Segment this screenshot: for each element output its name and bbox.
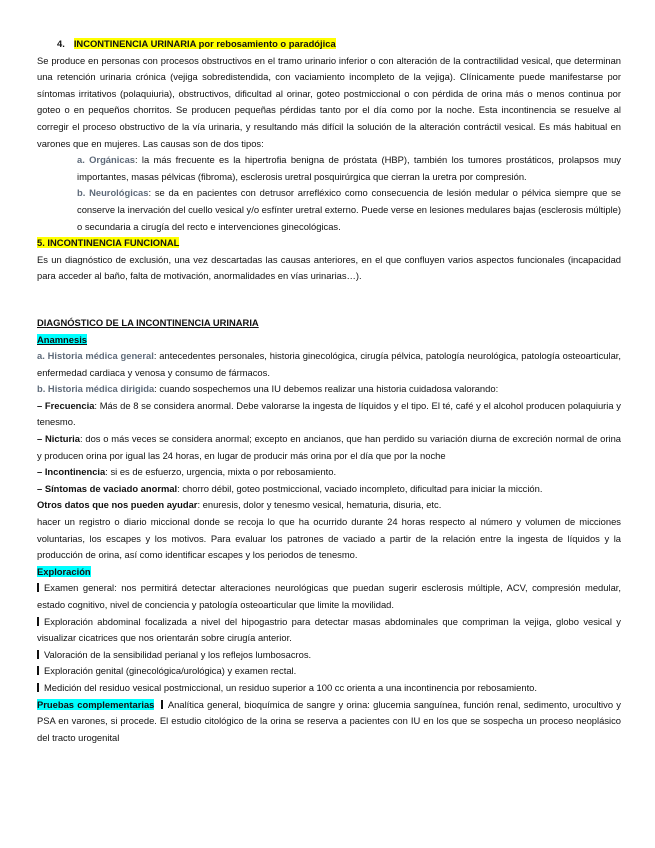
history-directed-label: b. Historia médica dirigida: [37, 383, 155, 395]
cause-organicas-label: a. Orgánicas: [77, 154, 135, 166]
item-incontinencia-label: – Incontinencia: [37, 466, 106, 478]
pruebas-heading: Pruebas complementarias: [37, 698, 155, 710]
cause-neurologicas: [37, 185, 621, 235]
anamnesis-heading: Anamnesis: [37, 333, 88, 345]
cause-organicas-text: : la más frecuente es la hipertrofia benigna de próstata (HBP), también los tumores prostáticos, prolapsos muy importantes, masas pélvicas (fibroma), esclerosis uretral posquirúrgica que cierran la uretra por compresión.: [77, 154, 621, 182]
otros-datos: [37, 497, 621, 514]
item-nicturia-text: : dos o más veces se considera anormal; excepto en ancianos, que han perdido su variación diurna de excreción normal de orina y producen orina por igual las 24 horas, en lugar de producir más orina por el día que por la noche: [37, 433, 621, 461]
spacer: [37, 285, 621, 315]
exploracion-item-text: Exploración abdominal focalizada a nivel del hipogastrio para detectar masas abdominales que compriman la vejiga, globo vesical y visualizar cicatrices que nos orientarán sobre cirugía anterior.: [37, 615, 621, 644]
section-4-body: Se produce en personas con procesos obstructivos en el tramo urinario inferior o con alteración de la contractilidad vesical, que determinan una retención urinaria crónica (vejiga sobredistendida, con vaciamiento incompleto de la vejiga). Clínicamente puede manifestarse por síntomas irritativos (polaquiuria), obstructivos, dificultad al orinar, goteo postmiccional o con pérdida de orina más o menos continua por goteo o en pequeños chorritos. Se producen pequeñas pérdidas tanto por el día como por la noche. Esta incontinencia se resuelve al corregir el proceso obstructivo de la vía urinaria, y resultando más difícil la solución de la alteración contráctil vesical. Es más habitual en varones que en mujeres. Las causas son de dos tipos:: [37, 54, 621, 149]
bullet-icon: [37, 583, 39, 592]
section-5-heading: [37, 235, 621, 252]
section-4-number: 4.: [57, 38, 65, 49]
history-general-label: a. Historia médica general: [37, 350, 154, 362]
bullet-icon: [161, 700, 163, 709]
registro-miccional: hacer un registro o diario miccional donde se recoja lo que ha ocurrido durante 24 horas respecto al número y volumen de micciones voluntarias, los escapes y los motivos. Para evaluar los patrones de vaciado a partir de la relación entre la ingesta de líquidos y la producción de orina, así como identificar escapes y los periodos de tenesmo.: [37, 516, 621, 561]
document-page: [37, 36, 621, 746]
item-nicturia: [37, 431, 621, 464]
exploracion-item-text: Examen general: nos permitirá detectar alteraciones neurológicas que puedan sugerir esclerosis múltiple, ACV, compresión medular, estado cognitivo, nivel de conciencia y patología osteoarticular que limite la movilidad.: [37, 582, 621, 610]
exploracion-item-text: Exploración genital (ginecológica/urológica) y examen rectal.: [44, 665, 297, 677]
item-frecuencia-label: – Frecuencia: [37, 399, 95, 411]
bullet-icon: [37, 666, 39, 675]
diagnosis-heading: DIAGNÓSTICO DE LA INCONTINENCIA URINARIA: [37, 316, 259, 328]
exploracion-item: [37, 614, 621, 647]
item-frecuencia: [37, 398, 621, 431]
item-nicturia-label: – Nicturia: [37, 433, 80, 445]
pruebas-paragraph: [37, 697, 621, 747]
pruebas-text: Analítica general, bioquímica de sangre y orina: glucemia sanguínea, función renal, sedimento, urocultivo y PSA en varones, si procede. El estudio citológico de la orina se reserva a pacientes con IU en los que se sospecha un proceso neoplásico del tracto urogenital: [37, 698, 621, 743]
cause-organicas: [37, 152, 621, 185]
item-vaciado-text: : chorro débil, goteo postmiccional, vaciado incompleto, dificultad para iniciar la micción.: [177, 482, 543, 494]
otros-datos-label: Otros datos que nos pueden ayudar: [37, 499, 198, 511]
exploracion-item: [37, 680, 621, 697]
exploracion-item-text: Valoración de la sensibilidad perianal y los reflejos lumbosacros.: [44, 648, 312, 660]
bullet-icon: [37, 683, 39, 692]
bullet-icon: [37, 617, 39, 626]
exploracion-item: [37, 580, 621, 613]
otros-datos-text: : enuresis, dolor y tenesmo vesical, hematuria, disuria, etc.: [197, 499, 442, 511]
history-directed: [37, 381, 621, 398]
anamnesis-heading-row: [37, 332, 621, 349]
item-incontinencia: [37, 464, 621, 481]
history-general-text: : antecedentes personales, historia ginecológica, cirugía pélvica, patología neurológica, patología osteoarticular, enfermedad cardiaca y venosa y consumo de fármacos.: [37, 350, 621, 378]
bullet-icon: [37, 650, 39, 659]
section-4-title: INCONTINENCIA URINARIA por rebosamiento o paradójica: [73, 38, 336, 49]
exploracion-heading: Exploración: [37, 565, 91, 577]
exploracion-item: [37, 663, 621, 680]
section-5-body: Es un diagnóstico de exclusión, una vez descartadas las causas anteriores, en el que confluyen varios aspectos funcionales (incapacidad para acceder al baño, falta de motivación, anormalidades en vías urinarias…).: [37, 253, 621, 282]
history-directed-text: : cuando sospechemos una IU debemos realizar una historia cuidadosa valorando:: [154, 383, 499, 395]
item-frecuencia-text: : Más de 8 se considera anormal. Debe valorarse la ingesta de líquidos y el tipo. El té, café y el alcohol producen polaquiuria y tenesmo.: [37, 399, 621, 428]
exploracion-heading-row: [37, 564, 621, 581]
item-vaciado-label: – Síntomas de vaciado anormal: [37, 482, 178, 494]
history-general: [37, 348, 621, 381]
item-vaciado: [37, 481, 621, 498]
cause-neurologicas-text: : se da en pacientes con detrusor arrefléxico como consecuencia de lesión medular o pélvica siempre que se conserve la inervación del cuello vesical y/o esfínter uretral externo. Puede verse en lesiones medulares bajas (esclerosis múltiple) o secundaria a cirugía del recto e intervenciones ginecológicas.: [77, 187, 621, 232]
item-incontinencia-text: : si es de esfuerzo, urgencia, mixta o por rebosamiento.: [105, 466, 337, 478]
cause-neurologicas-label: b. Neurológicas: [77, 187, 149, 199]
exploracion-item-text: Medición del residuo vesical postmiccional, un residuo superior a 100 cc orienta a una incontinencia por rebosamiento.: [44, 681, 537, 693]
exploracion-item: [37, 647, 621, 664]
section-4-heading: [37, 36, 621, 53]
section-5-title: 5. INCONTINENCIA FUNCIONAL: [37, 237, 180, 249]
